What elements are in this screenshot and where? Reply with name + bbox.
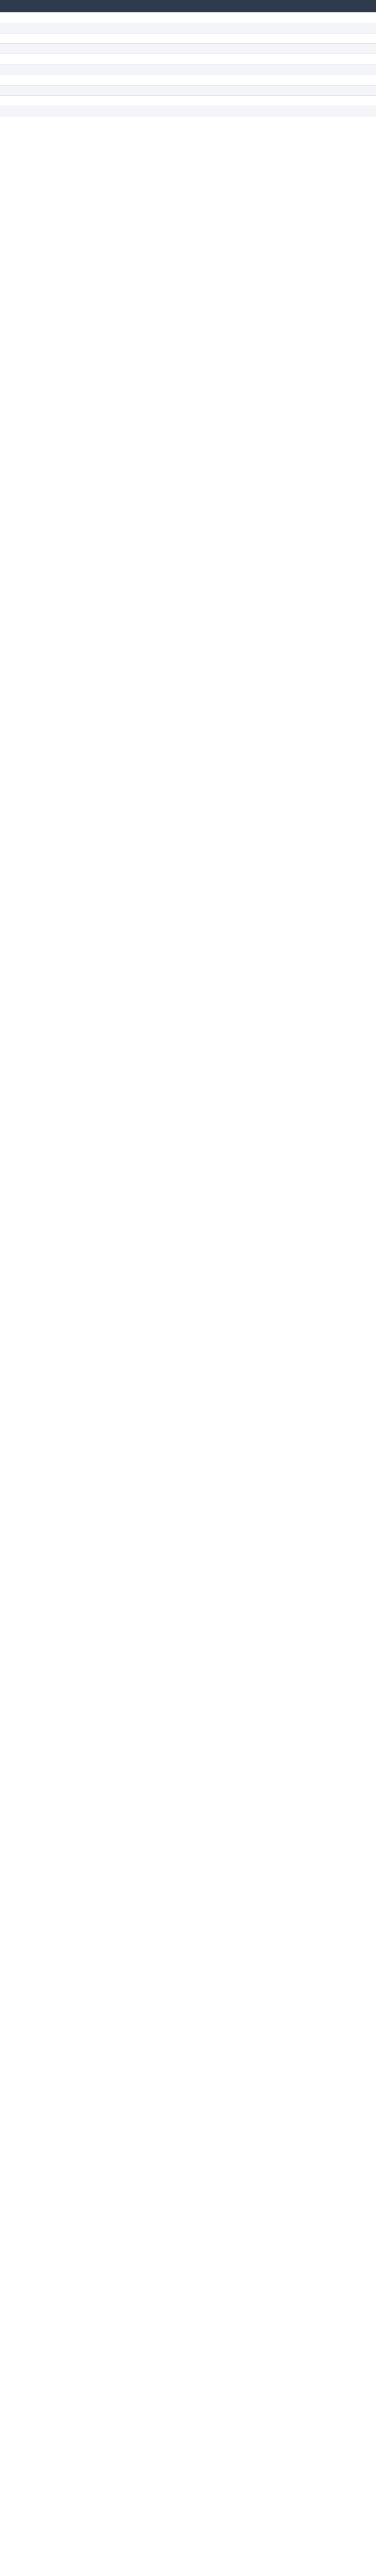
wealth-cell: [24, 106, 80, 116]
wealth-cell: [24, 33, 80, 43]
rank-cell: [0, 54, 24, 64]
table-header: [0, 0, 376, 12]
region-cell: [266, 12, 376, 23]
region-cell: [266, 54, 376, 64]
wealth-cell: [24, 64, 80, 75]
source-cell: [142, 44, 266, 54]
rank-cell: [0, 85, 24, 95]
name-cell: [80, 106, 142, 116]
header-source: [142, 0, 266, 12]
wealth-cell: [24, 12, 80, 23]
table-row: [0, 96, 376, 106]
source-cell: [142, 64, 266, 75]
wealth-cell: [24, 23, 80, 33]
table-row: [0, 85, 376, 95]
table-row: [0, 12, 376, 23]
rank-cell: [0, 64, 24, 75]
rank-cell: [0, 75, 24, 85]
header-row: [0, 0, 376, 12]
rank-cell: [0, 44, 24, 54]
name-cell: [80, 75, 142, 85]
source-cell: [142, 96, 266, 106]
name-cell: [80, 96, 142, 106]
ranking-table: [0, 0, 376, 116]
name-cell: [80, 33, 142, 43]
region-cell: [266, 75, 376, 85]
wealth-cell: [24, 96, 80, 106]
header-rank: [0, 0, 24, 12]
name-cell: [80, 54, 142, 64]
region-cell: [266, 33, 376, 43]
name-cell: [80, 85, 142, 95]
table-body: [0, 12, 376, 116]
rank-cell: [0, 106, 24, 116]
table-row: [0, 75, 376, 85]
region-cell: [266, 106, 376, 116]
source-cell: [142, 12, 266, 23]
region-cell: [266, 85, 376, 95]
wealth-cell: [24, 44, 80, 54]
rank-cell: [0, 96, 24, 106]
table-row: [0, 44, 376, 54]
name-cell: [80, 12, 142, 23]
header-name: [80, 0, 142, 12]
region-cell: [266, 44, 376, 54]
table-row: [0, 54, 376, 64]
wealth-cell: [24, 54, 80, 64]
header-region: [266, 0, 376, 12]
source-cell: [142, 33, 266, 43]
source-cell: [142, 85, 266, 95]
region-cell: [266, 23, 376, 33]
wealth-cell: [24, 75, 80, 85]
name-cell: [80, 64, 142, 75]
name-cell: [80, 23, 142, 33]
source-cell: [142, 23, 266, 33]
source-cell: [142, 54, 266, 64]
region-cell: [266, 96, 376, 106]
table-row: [0, 106, 376, 116]
name-cell: [80, 44, 142, 54]
table-row: [0, 64, 376, 75]
rank-cell: [0, 23, 24, 33]
header-wealth: [24, 0, 80, 12]
table-row: [0, 23, 376, 33]
region-cell: [266, 64, 376, 75]
wealth-cell: [24, 85, 80, 95]
source-cell: [142, 106, 266, 116]
rank-cell: [0, 33, 24, 43]
rank-cell: [0, 12, 24, 23]
source-cell: [142, 75, 266, 85]
table-row: [0, 33, 376, 43]
